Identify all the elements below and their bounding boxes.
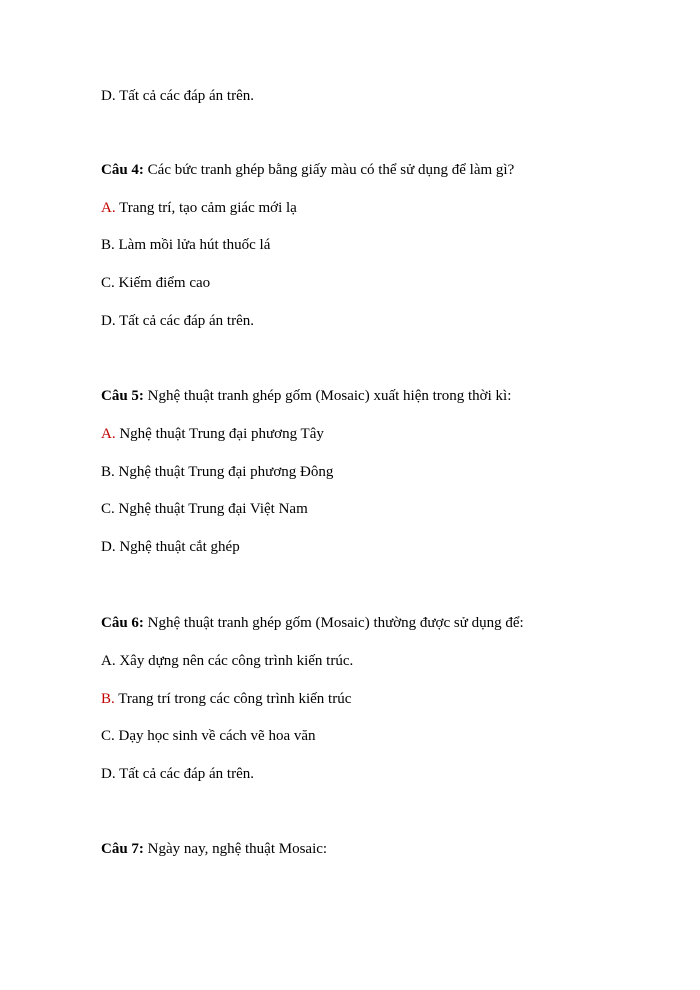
question-label: Câu 5: — [101, 388, 144, 404]
question-4 — [101, 160, 514, 180]
option-text: Tất cả các đáp án trên. — [115, 766, 254, 782]
option-text: Nghệ thuật Trung đại phương Đông — [114, 464, 334, 480]
question-6 — [101, 613, 524, 633]
option-text: Nghệ thuật Trung đại phương Tây — [115, 426, 324, 442]
option-text: Kiếm điểm cao — [114, 275, 211, 291]
option-text: Xây dựng nên các công trình kiến trúc. — [115, 653, 354, 669]
option-letter: C. — [101, 728, 115, 744]
option-text: Trang trí trong các công trình kiến trúc — [114, 691, 352, 707]
option-c — [101, 499, 308, 519]
option-a — [101, 198, 297, 218]
question-label: Câu 4: — [101, 162, 144, 178]
option-letter: D. — [101, 766, 116, 782]
option-text: Trang trí, tạo cảm giác mới lạ — [115, 200, 297, 216]
question-5 — [101, 386, 511, 406]
option-a — [101, 424, 324, 444]
question-label: Câu 6: — [101, 615, 144, 631]
option-letter: D. — [101, 539, 116, 555]
option-letter: D. — [101, 313, 116, 329]
option-d — [101, 764, 254, 784]
option-d — [101, 86, 254, 106]
option-text: Làm mồi lửa hút thuốc lá — [114, 237, 271, 253]
option-letter: B. — [101, 237, 115, 253]
question-text: Nghệ thuật tranh ghép gốm (Mosaic) xuất hiện trong thời kì: — [143, 388, 512, 404]
option-letter: B. — [101, 464, 115, 480]
option-letter-correct: B. — [101, 691, 115, 707]
option-text: Tất cả các đáp án trên. — [115, 88, 254, 104]
option-c — [101, 726, 316, 746]
option-text: Tất cả các đáp án trên. — [115, 313, 254, 329]
option-text: Nghệ thuật Trung đại Việt Nam — [114, 501, 308, 517]
question-text: Nghệ thuật tranh ghép gốm (Mosaic) thường được sử dụng để: — [143, 615, 524, 631]
question-text: Các bức tranh ghép bằng giấy màu có thể sử dụng để làm gì? — [143, 162, 515, 178]
option-b — [101, 462, 333, 482]
question-7 — [101, 839, 327, 859]
option-letter-correct: A. — [101, 426, 116, 442]
question-text: Ngày nay, nghệ thuật Mosaic: — [143, 841, 328, 857]
question-label: Câu 7: — [101, 841, 144, 857]
option-b — [101, 689, 351, 709]
option-letter: A. — [101, 653, 116, 669]
option-d — [101, 311, 254, 331]
option-letter-correct: A. — [101, 200, 116, 216]
option-letter: C. — [101, 501, 115, 517]
option-b — [101, 235, 270, 255]
option-d — [101, 537, 240, 557]
option-text: Dạy học sinh về cách vẽ hoa văn — [114, 728, 316, 744]
option-letter: D. — [101, 88, 116, 104]
option-letter: C. — [101, 275, 115, 291]
option-c — [101, 273, 210, 293]
option-text: Nghệ thuật cắt ghép — [115, 539, 240, 555]
option-a — [101, 651, 353, 671]
